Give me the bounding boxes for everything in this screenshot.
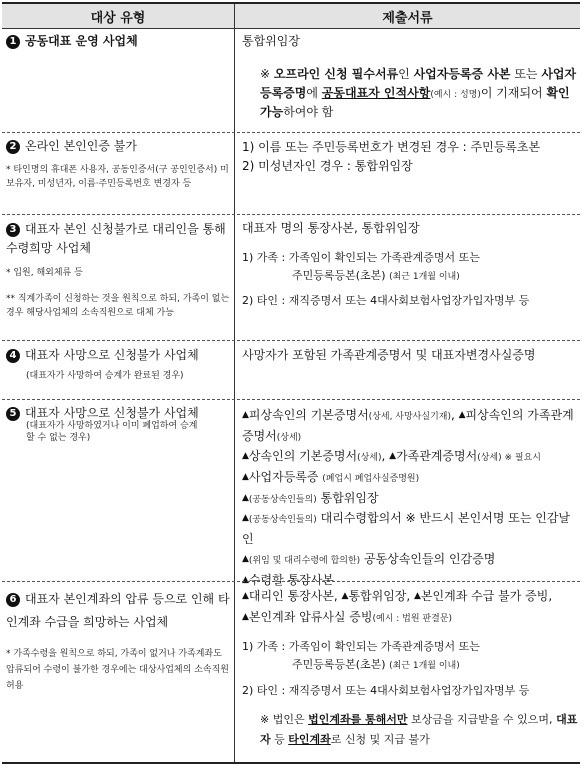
row-3-item-1: 1) 가족 : 가족임이 확인되는 가족관계증명서 또는 주민등록등본(초본) (최근 1개월 이내)	[242, 251, 480, 282]
column-divider	[234, 4, 235, 762]
row-separator	[2, 340, 580, 341]
row-4-main-doc: 사망자가 포함된 가족관계증명서 및 대표자변경사실증명	[242, 348, 536, 362]
row-2-note: * 타인명의 휴대폰 사용자, 공동인증서(구 공인인증서) 미보유자, 미성년자, 이름·주민등록번호 변경자 등	[6, 165, 229, 189]
row-6-item-1: 1) 가족 : 가족임이 확인되는 가족관계증명서 또는 주민등록등본(초본) (최근 1개월 이내)	[242, 640, 480, 671]
row-separator	[2, 399, 580, 400]
header-target-type: 대상 유형	[90, 11, 146, 26]
row-6-docs: ▲대리인 통장사본, ▲통합위임장, ▲본인계좌 수급 불가 증빙, ▲본인계좌 압류사실 증빙(예시 : 법원 판결문)	[242, 589, 553, 624]
row-3-main-doc: 대표자 명의 통장사본, 통합위임장	[242, 221, 420, 235]
row-4-note: (대표자가 사망하여 승계가 완료된 경우)	[26, 371, 184, 381]
table-header	[2, 4, 580, 29]
number-badge: 5	[6, 407, 20, 421]
number-badge: 6	[6, 593, 20, 607]
row-3-title: 3 대표자 본인 신청불가로 대리인을 통해 수령희망 사업체	[6, 222, 226, 255]
row-6-item-2: 2) 타인 : 재직증명서 또는 4대사회보험사업장가입자명부 등	[242, 684, 530, 697]
number-badge: 1	[6, 35, 20, 49]
header-documents: 제출서류	[382, 11, 433, 26]
number-badge: 3	[6, 223, 20, 237]
row-2-docs: 1) 이름 또는 주민등록번호가 변경된 경우 : 주민등록초본 2) 미성년자인 경우 : 통합위임장	[242, 140, 541, 174]
row-4-title: 4 대표자 사망으로 신청불가 사업체	[6, 347, 230, 363]
row-separator	[2, 581, 580, 582]
row-1-note: ※ 오프라인 신청 필수서류인 사업자등록증 사본 또는 사업자등록증명에 공동대표자 인적사항(예시 : 성명)이 기재되어 확인 가능하여야 함	[260, 67, 577, 119]
row-3-note-1: * 입원, 해외체류 등	[6, 268, 83, 278]
row-1-main-doc: 통합위임장	[242, 34, 300, 48]
row-5-title: 5 대표자 사망으로 신청불가 사업체	[6, 405, 230, 421]
row-6-note: * 가족수령을 원칙으로 하되, 가족이 없거나 가족계좌도 압류되어 수령이 불가한 경우에는 대상사업체의 소속직원 허용	[6, 649, 229, 691]
row-separator	[2, 214, 580, 215]
row-6-title: 6 대표자 본인계좌의 압류 등으로 인해 타인계좌 수급을 희망하는 사업체	[6, 592, 230, 629]
row-2-title: 2 온라인 본인인증 불가	[6, 138, 230, 154]
row-5-note: (대표자가 사망하였거나 이미 폐업하여 승계할 수 없는 경우)	[26, 421, 198, 444]
row-separator	[2, 132, 580, 133]
row-1-title: 1 공동대표 운영 사업체	[6, 33, 230, 49]
row-6-note-right: ※ 법인은 법인계좌를 통해서만 보상금을 지급받을 수 있으며, 대표자 등 타인계좌로 신청 및 지급 불가	[260, 713, 578, 746]
row-5-docs: ▲피상속인의 기본증명서(상세, 사망사실기재), ▲피상속인의 가족관계증명서(상세) ▲상속인의 기본증명서(상세), ▲가족관계증명서(상세) ※ 필요시 ▲사업자등록증 (폐업시 폐업사실증명원) ▲(공동상속인들의) 통합위임장 ▲(공동상속인들의) 대리수령합의서 ※ 반드시 본인서명 또는 인감날인 ▲(위임 및 대리수령에 합의한) 공동상속인들의 인감증명 ▲수령할 통장사본	[242, 408, 574, 587]
number-badge: 2	[6, 140, 20, 154]
number-badge: 4	[6, 349, 20, 363]
row-3-note-2: ** 직계가족이 신청하는 것을 원칙으로 하되, 가족이 없는 경우 해당사업체의 소속직원으로 대체 가능	[6, 294, 230, 319]
documents-table	[2, 2, 580, 764]
row-3-item-2: 2) 타인 : 재직증명서 또는 4대사회보험사업장가입자명부 등	[242, 294, 530, 307]
